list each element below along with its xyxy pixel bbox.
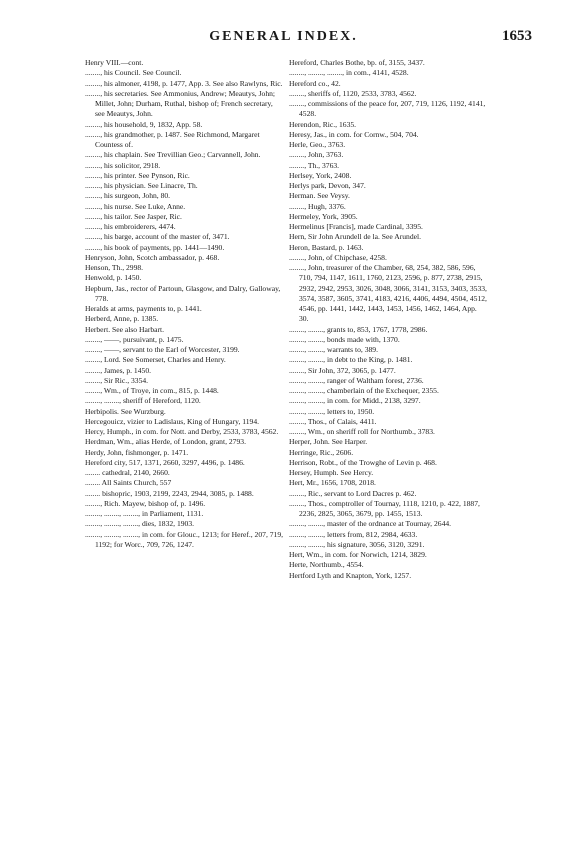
index-entry: Heresy, Jas., in com. for Cornw., 504, 704.	[289, 129, 419, 139]
index-entry: ........, James, p. 1450.	[85, 365, 152, 375]
index-entry: Herberd, Anne, p. 1385.	[85, 314, 159, 324]
index-entry: Herbert. See also Harbart.	[85, 324, 165, 334]
index-entry: ........, ........, warrants to, 389.	[289, 345, 379, 354]
page-header	[0, 29, 567, 49]
index-entry: Herlys park, Devon, 347.	[289, 181, 366, 190]
index-entry: ........, his almoner, 4198, p. 1477, App. 3. See also Rawlyns, Ric.	[85, 78, 283, 88]
index-entry: Herdman, Wm., alias Herde, of London, grant, 2793.	[85, 437, 246, 447]
index-entry: Hercy, Humph., in com. for Nott. and Derby, 2533, 3783, 4562.	[85, 427, 279, 436]
index-entry: ........, Rich. Mayew, bishop of, p. 1496.	[85, 498, 206, 508]
index-entry: Hercegouicz, vizier to Ladislaus, King of Hungary, 1194.	[85, 416, 260, 426]
index-entry: ........, Lord. See Somerset, Charles and Henry.	[85, 355, 226, 365]
index-entry: ........, Sir Ric., 3354.	[85, 375, 149, 385]
index-entry: Henryson, John, Scotch ambassador, p. 468.	[85, 252, 220, 262]
index-entry: Hepburn, Jas., rector of Partoun, Glasgow, and Dalry, Galloway, 778.	[85, 283, 281, 303]
index-entry: ........, ——, pursuivant, p. 1475.	[85, 334, 184, 344]
index-entry: Herrison, Robt., of the Trowghe of Levin p. 468.	[289, 457, 437, 467]
index-entry: ........ cathedral, 2140, 2660.	[85, 468, 170, 477]
index-entry: ........, Thos., comptroller of Tournay, 1118, 1210, p. 422, 1887, 2236, 2825, 3065, 3679, pp. 1455, 1513.	[289, 498, 480, 518]
index-entry: ........, his solicitor, 2918.	[85, 160, 161, 170]
index-entry: ........, ........, bonds made with, 1370.	[289, 334, 400, 344]
index-entry: ........, sheriffs of, 1120, 2533, 3783, 4562.	[289, 88, 417, 98]
index-entry: ........, his surgeon, John, 80.	[85, 191, 171, 201]
index-entry: ........, ........, ........, in com. for Glouc., 1213; for Heref., 207, 719, 1192; for Worc., 709, 726, 1247.	[85, 529, 284, 549]
index-entry: ........, his printer. See Pynson, Ric.	[85, 170, 190, 180]
index-entry: Hermelinus [Francis], made Cardinal, 3395.	[289, 222, 423, 231]
index-entry: Herlsey, York, 2408.	[289, 170, 352, 180]
index-entry: ........, ........, ranger of Waltham forest, 2736.	[289, 375, 424, 385]
index-entry: ........, ........, his signature, 3056, 3120, 3291.	[289, 539, 425, 549]
index-entry: ........, ........, ........, dies, 1832, 1903.	[85, 519, 195, 529]
page-title: GENERAL INDEX.	[209, 29, 358, 44]
index-entry: ........, ........, in debt to the King, p. 1481.	[289, 355, 413, 365]
index-entry: Herdy, John, fishmonger, p. 1471.	[85, 447, 189, 457]
page-number: 1653	[502, 28, 532, 44]
index-entry: Henson, Th., 2998.	[85, 263, 144, 272]
index-entry: Hersey, Humph. See Hercy.	[289, 468, 374, 477]
index-entry: ........, commissions of the peace for, 207, 719, 1126, 1192, 4141, 4528.	[289, 99, 486, 119]
index-entry: Herle, Geo., 3763.	[289, 140, 346, 149]
index-entry: ........, Hugh, 3376.	[289, 201, 346, 211]
index-entry: ........, ........, master of the ordnance at Tournay, 2644.	[289, 519, 452, 529]
index-entry: Herendon, Ric., 1635.	[289, 119, 357, 129]
right-index-column	[289, 58, 488, 581]
index-entry: ........ All Saints Church, 557	[85, 478, 172, 488]
index-entry: ........, his book of payments, pp. 1441—1490.	[85, 242, 225, 252]
index-entry: Hert, Wm., in com. for Norwich, 1214, 3829.	[289, 550, 427, 559]
index-entry: ........, Wm., on sheriff roll for Northumb., 3783.	[289, 427, 435, 436]
left-index-column	[85, 58, 284, 550]
index-entry: ........, ........, ........, in Parliament, 1131.	[85, 509, 204, 518]
index-entry: ........, Ric., servant to Lord Dacres p. 462.	[289, 488, 417, 498]
index-entry: Herper, John. See Harper.	[289, 437, 368, 447]
index-entry: ........, ........, in com. for Midd., 2138, 3297.	[289, 396, 421, 406]
index-entry: Herbipolis. See Wurzburg.	[85, 406, 166, 416]
index-entry: Hereford city, 517, 1371, 2660, 3297, 4496, p. 1486.	[85, 457, 245, 467]
index-entry: Heron, Bastard, p. 1463.	[289, 242, 364, 252]
index-entry: ........, his physician. See Linacre, Th.	[85, 181, 198, 190]
index-entry: ........, Wm., of Troye, in com., 815, p. 1448.	[85, 386, 219, 395]
index-entry: Hereford co., 42.	[289, 78, 341, 88]
index-entry: Hern, Sir John Arundell de la. See Arundel.	[289, 232, 422, 242]
index-entry: ........, his Council. See Council.	[85, 68, 182, 78]
index-entry: ........, Sir John, 372, 3065, p. 1477.	[289, 365, 396, 375]
index-entry: ........, ........, letters from, 812, 2984, 4633.	[289, 529, 418, 539]
index-entry: ........, his tailor. See Jasper, Ric.	[85, 211, 182, 221]
index-entry: ........, his household, 9, 1832, App. 58.	[85, 119, 203, 129]
index-entry: ........, ........, chamberlain of the Exchequer, 2355.	[289, 386, 439, 395]
index-entry: Henwold, p. 1450.	[85, 273, 142, 283]
index-entry: ........, his secretaries. See Ammonius, Andrew; Meautys, John; Millet, John; Durham, Ruthal, bishop of; French secretary, see Meautys, John.	[85, 88, 276, 119]
index-entry: Herringe, Ric., 2606.	[289, 447, 354, 457]
index-entry: ........, his embroiderers, 4474.	[85, 222, 176, 231]
index-entry: ........, Thos., of Calais, 4411.	[289, 416, 377, 426]
index-entry: ........, John, treasurer of the Chamber, 68, 254, 382, 586, 596, 710, 794, 1147, 1611, 1760, 2123, 2596, p. 877, 2738, 2915, 2932, 2942, 2953, 3026, 3048, 3066, 3141, 3153, 3403, 3533, 3574, 3587, 3605, 3741, 4183, 4216, 4406, 4494, 4504, 4512, 4546, pp. 1441, 1442, 1443, 1453, 1456, 1462, 1464, App. 30.	[289, 263, 487, 324]
index-entry: Hermeley, York, 3905.	[289, 211, 358, 221]
index-entry: ........, his barge, account of the master of, 3471.	[85, 232, 230, 242]
index-entry: ........, John, of Chipchase, 4258.	[289, 252, 387, 262]
index-entry: ........, ........, ........, in com., 4141, 4528.	[289, 68, 409, 78]
index-entry: ........, his nurse. See Luke, Anne.	[85, 201, 186, 211]
index-entry: Heralds at arms, payments to, p. 1441.	[85, 304, 202, 313]
index-entry: ........, ——, servant to the Earl of Worcester, 3199.	[85, 345, 240, 354]
index-entry: ........, ........, letters to, 1950.	[289, 406, 375, 416]
index-entry: Henry VIII.—cont.	[85, 58, 144, 67]
index-entry: ........, ........, grants to, 853, 1767, 1778, 2986.	[289, 324, 428, 334]
index-entry: ........, Th., 3763.	[289, 160, 340, 170]
index-entry: ........, ........, sheriff of Hereford, 1120.	[85, 396, 201, 406]
index-entry: ........, John, 3763.	[289, 150, 344, 160]
index-entry: Hereford, Charles Bothe, bp. of, 3155, 3437.	[289, 58, 425, 67]
index-entry: Hert, Mr., 1656, 1708, 2018.	[289, 478, 376, 488]
index-entry: Hertford Lyth and Knapton, York, 1257.	[289, 570, 412, 580]
index-entry: ........, his chaplain. See Trevillian Geo.; Carvannell, John.	[85, 150, 261, 160]
index-entry: ........ bishopric, 1903, 2199, 2243, 2944, 3085, p. 1488.	[85, 488, 254, 498]
index-entry: Herman. See Veysy.	[289, 191, 350, 201]
index-entry: ........, his grandmother, p. 1487. See Richmond, Margaret Countess of.	[85, 129, 260, 149]
index-entry: Herte, Northumb., 4554.	[289, 560, 364, 570]
